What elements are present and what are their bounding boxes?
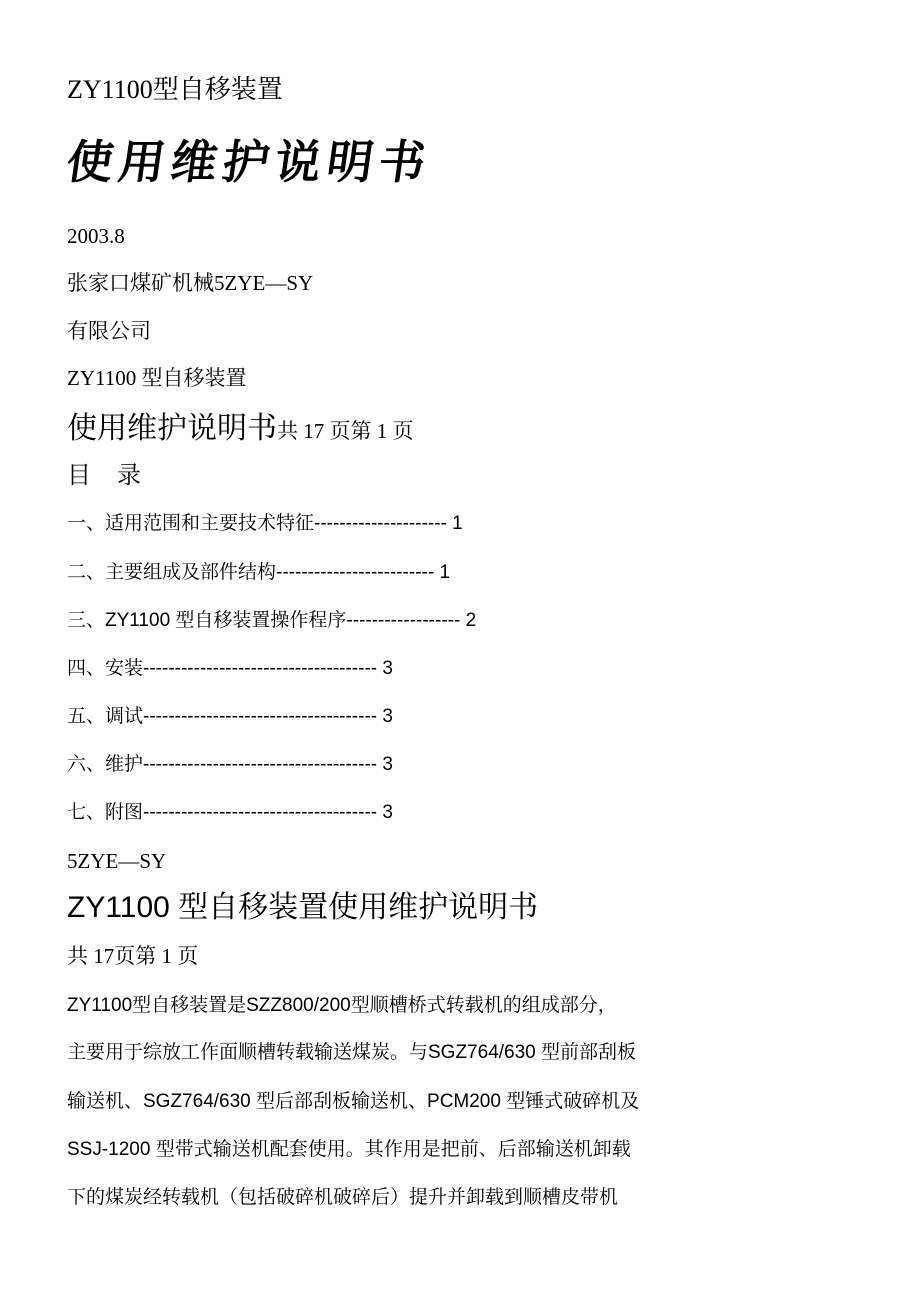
manual-title: 使用维护说明书 bbox=[67, 412, 277, 445]
toc-entry-leader: ------------------ bbox=[346, 610, 461, 631]
toc-entry-leader: ------------------------------------- bbox=[143, 802, 378, 823]
toc-entry-label: 四、安装 bbox=[67, 658, 144, 679]
section-heading: ZY1100 型自移装置使用维护说明书 bbox=[67, 891, 539, 924]
toc-entry-leader: ------------------------------------- bbox=[143, 754, 378, 775]
cover-date: 2003.8 bbox=[67, 224, 125, 248]
toc-entry-label: 五、调试 bbox=[67, 706, 144, 727]
toc-entry-leader: ------------------------------------- bbox=[143, 658, 378, 679]
page-info: 共 17 页第 1 页 bbox=[277, 419, 414, 443]
toc-entry[interactable] bbox=[67, 563, 450, 582]
toc-entry-label: 二、主要组成及部件结构 bbox=[67, 562, 277, 583]
toc-entry-label: 六、维护 bbox=[67, 754, 144, 775]
paragraph-line: 下的煤炭经转载机（包括破碎机破碎后）提升并卸载到顺槽皮带机 bbox=[67, 1187, 619, 1208]
toc-entry-page: 1 bbox=[452, 513, 463, 534]
toc-entry[interactable] bbox=[67, 514, 463, 533]
toc-entry-page: 3 bbox=[382, 754, 393, 775]
toc-title: 目 录 bbox=[67, 463, 151, 489]
toc-entry-leader: ------------------------------------- bbox=[143, 706, 378, 727]
toc-entry-label: 三、ZY1100 型自移装置操作程序 bbox=[67, 610, 347, 631]
toc-entry[interactable] bbox=[67, 755, 393, 774]
paragraph-line: 输送机、SGZ764/630 型后部刮板输送机、PCM200 型锤式破碎机及 bbox=[67, 1091, 640, 1112]
toc-entry[interactable] bbox=[67, 611, 476, 630]
header-model: ZY1100 型自移装置 bbox=[67, 366, 247, 390]
cover-big-title: 使用维护说明书 bbox=[63, 137, 435, 188]
toc-entry-label: 一、适用范围和主要技术特征 bbox=[67, 513, 315, 534]
toc-entry-page: 3 bbox=[382, 658, 393, 679]
toc-entry-label: 七、附图 bbox=[67, 802, 144, 823]
header-manual-title-line bbox=[67, 414, 414, 444]
toc-entry-page: 3 bbox=[382, 802, 393, 823]
company-name-line-1: 张家口煤矿机械5ZYE—SY bbox=[67, 271, 314, 295]
paragraph-line: ZY1100型自移装置是SZZ800/200型顺槽桥式转载机的组成部分， bbox=[67, 995, 617, 1016]
company-name-line-2: 有限公司 bbox=[67, 319, 151, 343]
cover-subtitle: ZY1100型自移装置 bbox=[67, 75, 283, 104]
section-page-info: 共 17页第 1 页 bbox=[67, 944, 199, 968]
section-code: 5ZYE—SY bbox=[67, 849, 167, 873]
toc-entry[interactable] bbox=[67, 707, 393, 726]
toc-entry-page: 2 bbox=[465, 610, 477, 631]
toc-entry[interactable] bbox=[67, 803, 393, 822]
paragraph-line: 主要用于综放工作面顺槽转载输送煤炭。与SGZ764/630 型前部刮板 bbox=[67, 1042, 637, 1063]
paragraph-line: SSJ-1200 型带式输送机配套使用。其作用是把前、后部输送机卸载 bbox=[67, 1139, 631, 1160]
toc-entry-page: 1 bbox=[439, 562, 451, 583]
toc-entry-page: 3 bbox=[382, 706, 393, 727]
toc-entry-leader: ------------------------- bbox=[276, 562, 435, 583]
toc-entry[interactable] bbox=[67, 659, 393, 678]
toc-entry-leader: --------------------- bbox=[314, 513, 447, 534]
